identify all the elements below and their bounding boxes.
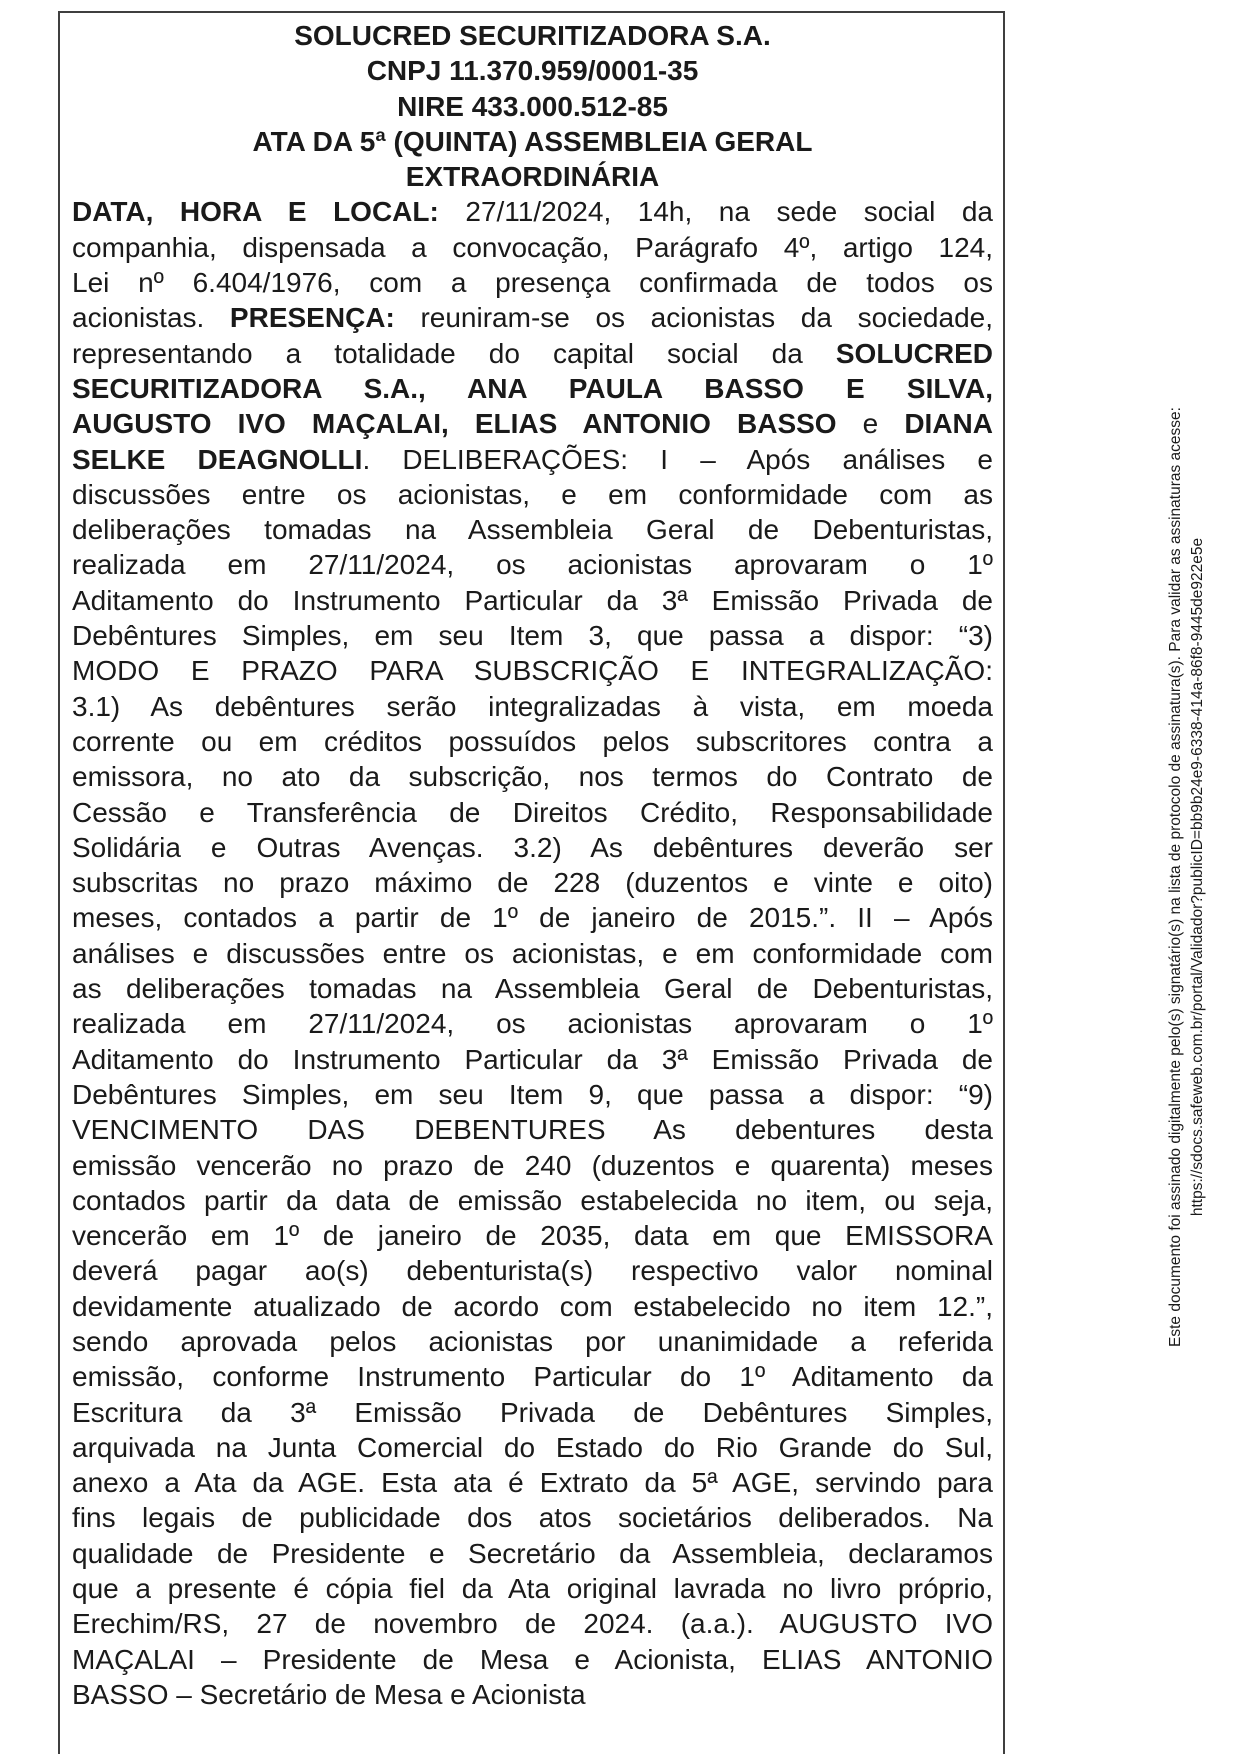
body-text-line: MAÇALAI – Presidente de Mesa e Acionista, ELIAS ANTONIO [72, 1643, 993, 1675]
body-text-line: arquivada na Junta Comercial do Estado do Rio Grande do Sul, [72, 1431, 993, 1463]
body-text-line: Aditamento do Instrumento Particular da 3ª Emissão Privada de [72, 1043, 993, 1075]
body-text-line: sendo aprovada pelos acionistas por unanimidade a referida [72, 1325, 993, 1357]
body-text-line: SELKE DEAGNOLLI. DELIBERAÇÕES: I – Após análises e [72, 443, 994, 475]
signature-note-text: Este documento foi assinado digitalmente pelo(s) signatário(s) na lista de protocolo de assinatura(s). Para validar as assinaturas acesse: [1167, 407, 1184, 1347]
body-text-line: Aditamento do Instrumento Particular da 3ª Emissão Privada de [72, 584, 993, 616]
body-text-line: fins legais de publicidade dos atos societários deliberados. Na [72, 1502, 993, 1534]
body-text-line: discussões entre os acionistas, e em conformidade com as [72, 478, 993, 510]
document-body-text [72, 194, 993, 1712]
body-text-line: DATA, HORA E LOCAL: 27/11/2024, 14h, na sede social da [72, 196, 993, 228]
body-text-line: companhia, dispensada a convocação, Parágrafo 4º, artigo 124, [72, 231, 993, 263]
document-header [72, 18, 993, 194]
body-text-line: Cessão e Transferência de Direitos Crédito, Responsabilidade [72, 796, 993, 828]
digital-signature-sidebar [1165, 357, 1211, 1397]
body-text-line: análises e discussões entre os acionistas, e em conformidade com [72, 937, 993, 969]
body-text-line: vencerão em 1º de janeiro de 2035, data em que EMISSORA [72, 1220, 993, 1252]
body-text-line: realizada em 27/11/2024, os acionistas aprovaram o 1º [72, 1008, 993, 1040]
body-text-line: Solidária e Outras Avenças. 3.2) As debêntures deverão ser [72, 831, 993, 863]
header-line: ATA DA 5ª (QUINTA) ASSEMBLEIA GERAL [252, 125, 813, 157]
body-text-line: AUGUSTO IVO MAÇALAI, ELIAS ANTONIO BASSO e DIANA [72, 408, 993, 440]
body-text-line: deliberações tomadas na Assembleia Geral de Debenturistas, [72, 514, 993, 546]
body-text-line: emissão vencerão no prazo de 240 (duzentos e quarenta) meses [72, 1149, 993, 1181]
body-text-line: as deliberações tomadas na Assembleia Geral de Debenturistas, [72, 973, 993, 1005]
body-text-line: 3.1) As debêntures serão integralizadas à vista, em moeda [72, 690, 993, 722]
body-text-line: realizada em 27/11/2024, os acionistas aprovaram o 1º [72, 549, 993, 581]
body-text-line: contados partir da data de emissão estabelecida no item, ou seja, [72, 1184, 993, 1216]
body-text-line: Lei nº 6.404/1976, com a presença confirmada de todos os [72, 267, 993, 299]
body-text-line: devidamente atualizado de acordo com estabelecido no item 12.”, [72, 1290, 993, 1322]
signature-validation-url: https://sdocs.safeweb.com.br/portal/Validador?publicID=bb9b24e9-6338-414a-86f8-9445de922e5e [1189, 537, 1206, 1217]
body-text-line: Erechim/RS, 27 de novembro de 2024. (a.a.). AUGUSTO IVO [72, 1608, 993, 1640]
body-text-line: emissora, no ato da subscrição, nos termos do Contrato de [72, 761, 993, 793]
body-text-line: corrente ou em créditos possuídos pelos subscritores contra a [72, 725, 993, 757]
body-text-line: acionistas. PRESENÇA: reuniram-se os acionistas da sociedade, [72, 302, 993, 334]
body-text-line: anexo a Ata da AGE. Esta ata é Extrato da 5ª AGE, servindo para [72, 1467, 993, 1499]
body-text-line: Escritura da 3ª Emissão Privada de Debêntures Simples, [72, 1396, 993, 1428]
body-text-line: VENCIMENTO DAS DEBENTURES As debentures desta [72, 1114, 993, 1146]
header-line: SOLUCRED SECURITIZADORA S.A. [294, 20, 771, 51]
body-text-line: emissão, conforme Instrumento Particular do 1º Aditamento da [72, 1361, 993, 1393]
body-text-line: Debêntures Simples, em seu Item 9, que passa a dispor: “9) [72, 1078, 993, 1110]
body-text-line: BASSO – Secretário de Mesa e Acionista [72, 1678, 586, 1710]
header-line: CNPJ 11.370.959/0001-35 [366, 55, 699, 87]
body-text-line: representando a totalidade do capital social da SOLUCRED [72, 337, 993, 369]
body-text-line: subscritas no prazo máximo de 228 (duzentos e vinte e oito) [72, 867, 993, 899]
body-text-line: que a presente é cópia fiel da Ata original lavrada no livro próprio, [72, 1573, 993, 1605]
body-text-line: SECURITIZADORA S.A., ANA PAULA BASSO E SILVA, [72, 372, 993, 404]
body-text-line: qualidade de Presidente e Secretário da Assembleia, declaramos [72, 1537, 993, 1569]
body-text-line: MODO E PRAZO PARA SUBSCRIÇÃO E INTEGRALIZAÇÃO: [72, 655, 993, 687]
header-line: NIRE 433.000.512-85 [397, 90, 668, 122]
body-text-line: deverá pagar ao(s) debenturista(s) respectivo valor nominal [72, 1255, 993, 1287]
body-text-line: Debêntures Simples, em seu Item 3, que passa a dispor: “3) [72, 620, 993, 652]
header-line: EXTRAORDINÁRIA [405, 161, 660, 193]
document-box [58, 11, 1005, 1754]
body-text-line: meses, contados a partir de 1º de janeiro de 2015.”. II – Após [72, 902, 993, 934]
